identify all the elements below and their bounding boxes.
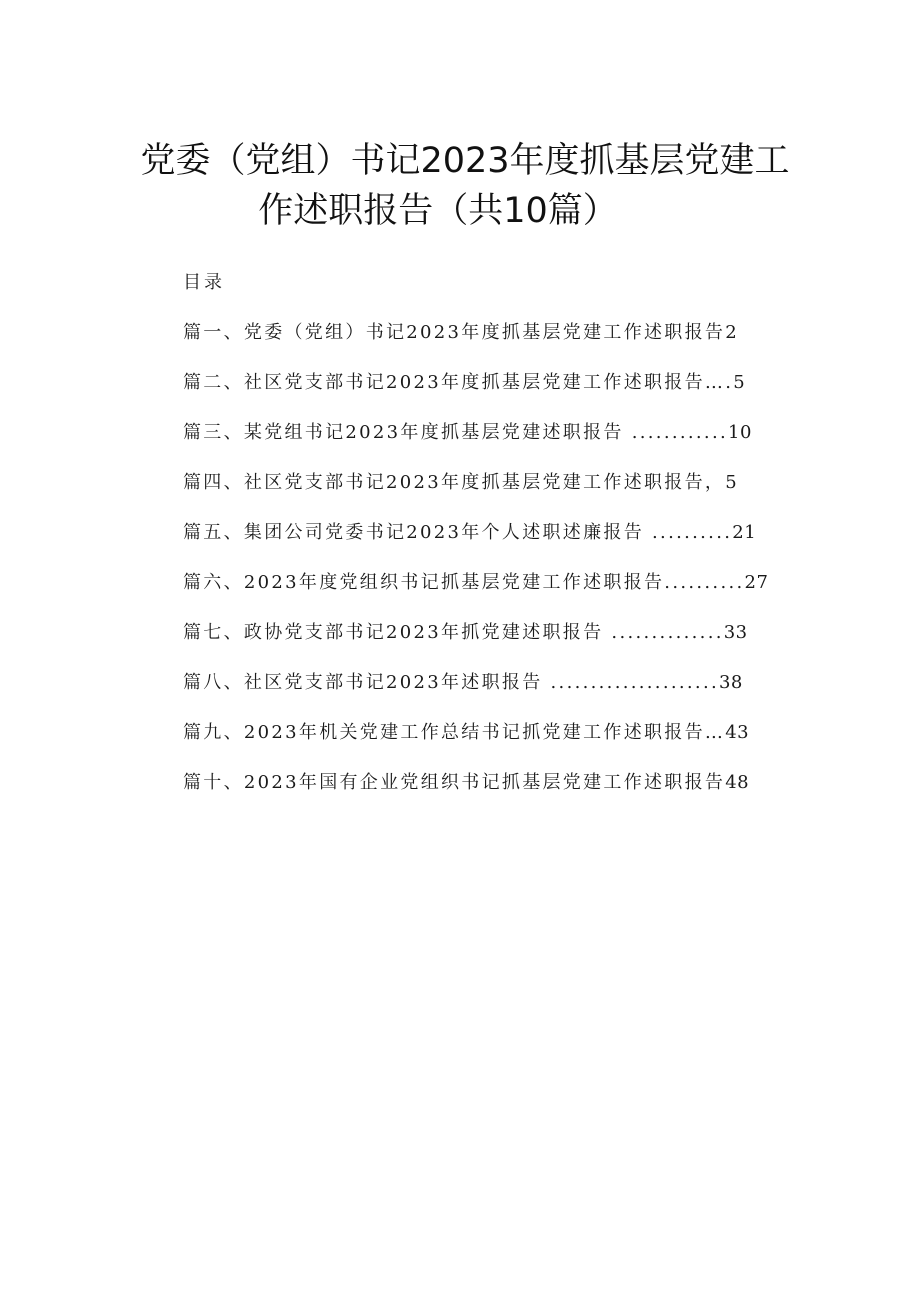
table-of-contents <box>183 320 783 820</box>
title-line-1: 党委（党组）书记2023年度抓基层党建工 <box>140 141 790 181</box>
toc-item-text: 篇十、2023年国有企业党组织书记抓基层党建工作述职报告 <box>183 772 726 793</box>
toc-item-page: 2 <box>725 322 738 343</box>
document-title <box>0 136 920 236</box>
toc-item-text: 篇五、集团公司党委书记2023年个人述职述廉报告 .......... <box>183 522 733 543</box>
toc-item-text: 篇二、社区党支部书记2023年度抓基层党建工作述职报告…. <box>183 372 734 393</box>
toc-item-text: 篇六、2023年度党组织书记抓基层党建工作述职报告.......... <box>183 572 745 593</box>
toc-item-page: 5 <box>725 472 738 493</box>
toc-item-text: 篇一、党委（党组）书记2023年度抓基层党建工作述职报告 <box>183 322 726 343</box>
toc-item-5[interactable] <box>183 520 783 570</box>
toc-item-7[interactable] <box>183 620 783 670</box>
toc-item-3[interactable] <box>183 420 783 470</box>
toc-item-page: 10 <box>728 422 752 443</box>
title-line-2: 作述职报告（共10篇） <box>258 191 618 231</box>
toc-item-1[interactable] <box>183 320 783 370</box>
toc-item-8[interactable] <box>183 670 783 720</box>
toc-item-page: 5 <box>733 372 746 393</box>
toc-item-2[interactable] <box>183 370 783 420</box>
toc-item-text: 篇四、社区党支部书记2023年度抓基层党建工作述职报告， <box>183 472 726 493</box>
toc-item-text: 篇七、政协党支部书记2023年抓党建述职报告 .............. <box>183 622 724 643</box>
toc-item-text: 篇三、某党组书记2023年度抓基层党建述职报告 ............ <box>183 422 728 443</box>
toc-item-page: 48 <box>725 772 750 793</box>
toc-item-10[interactable] <box>183 770 783 820</box>
toc-item-page: 33 <box>723 622 748 643</box>
toc-heading: 目录 <box>183 272 225 293</box>
toc-item-page: 21 <box>732 522 757 543</box>
toc-item-4[interactable] <box>183 470 783 520</box>
toc-item-6[interactable] <box>183 570 783 620</box>
toc-item-text: 篇九、2023年机关党建工作总结书记抓党建工作述职报告… <box>183 722 726 743</box>
toc-item-text: 篇八、社区党支部书记2023年述职报告 ..................... <box>183 672 719 693</box>
toc-item-9[interactable] <box>183 720 783 770</box>
toc-item-page: 43 <box>725 722 750 743</box>
toc-item-page: 38 <box>718 672 743 693</box>
toc-item-page: 27 <box>744 572 769 593</box>
